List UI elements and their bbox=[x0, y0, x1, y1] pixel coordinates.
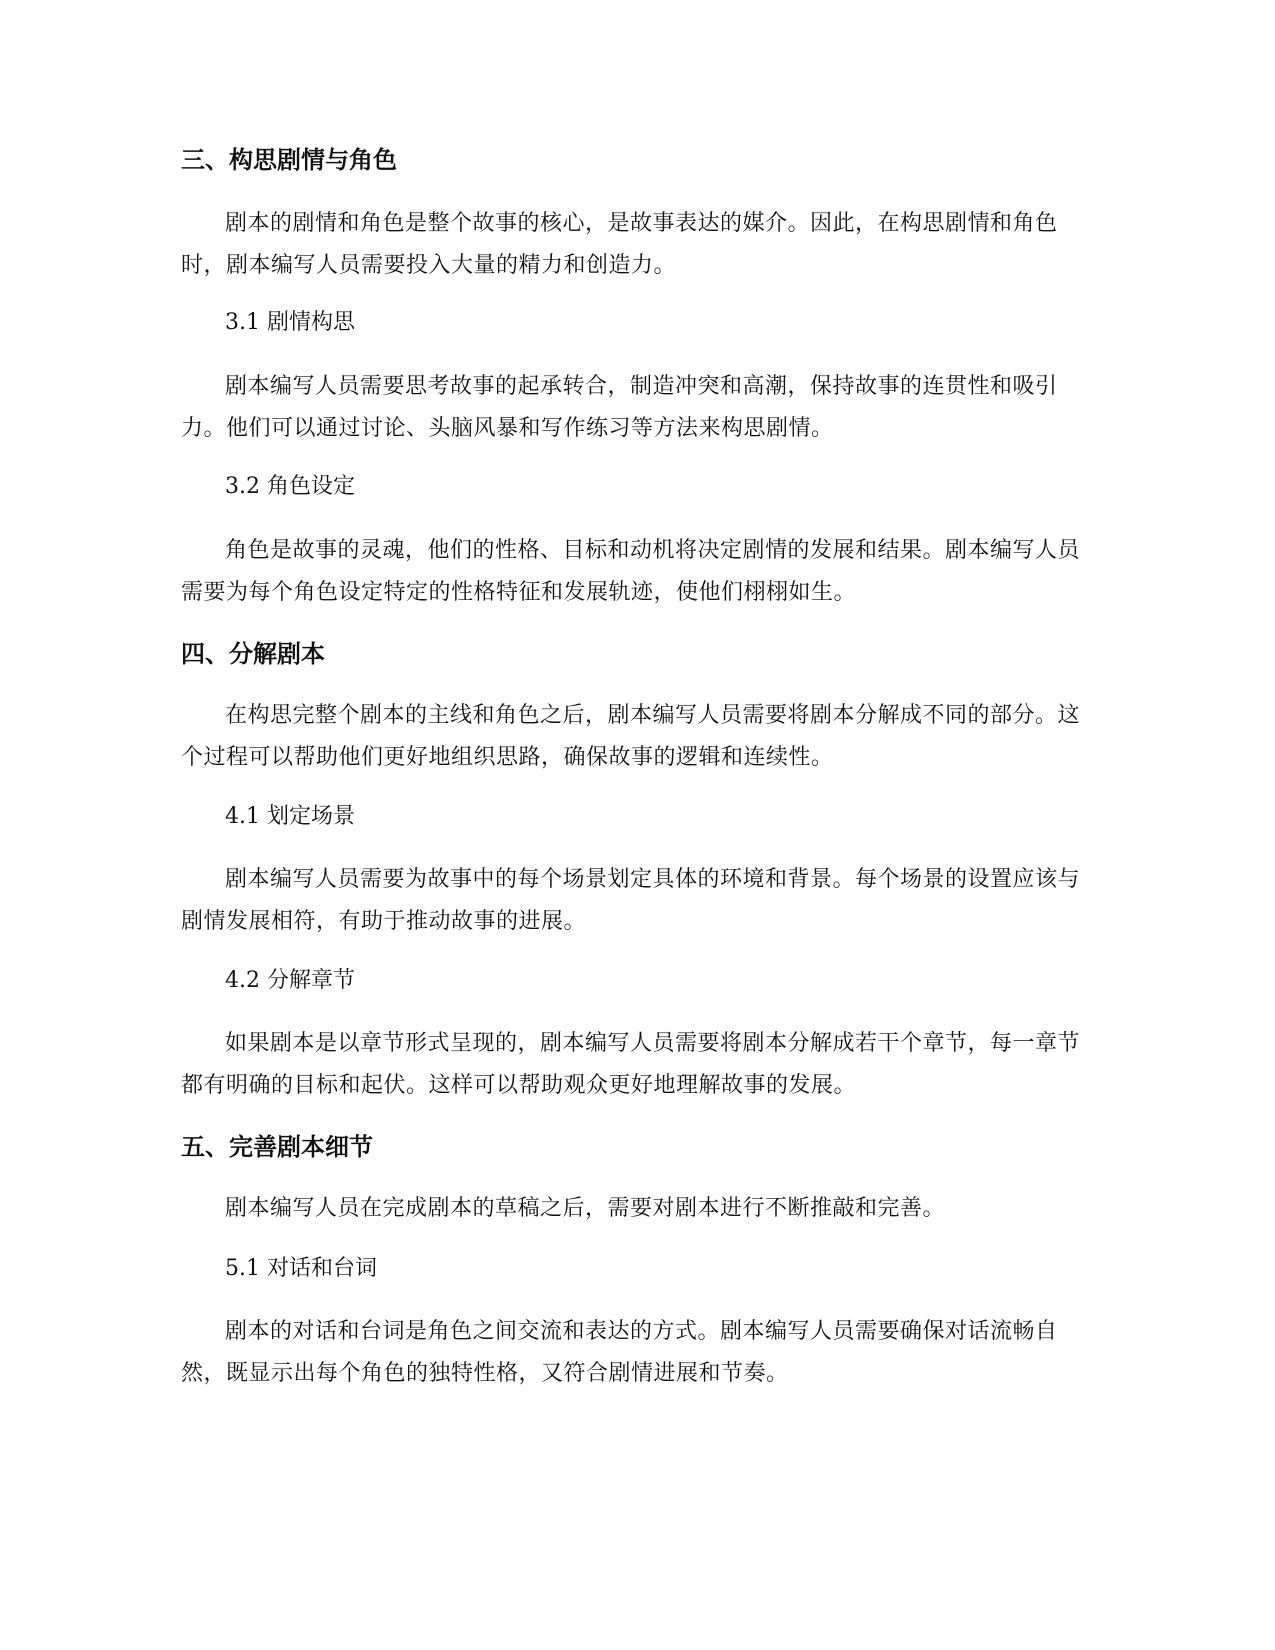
section-heading: 四、分解剧本 bbox=[181, 640, 325, 668]
subsection-title: 5.1 对话和台词 bbox=[225, 1256, 377, 1281]
section-intro-paragraph: 剧本的剧情和角色是整个故事的核心，是故事表达的媒介。因此，在构思剧情和角色时，剧本编写人员需要投入大量的精力和创造力。 bbox=[181, 211, 1058, 278]
subsection-paragraph: 如果剧本是以章节形式呈现的，剧本编写人员需要将剧本分解成若干个章节，每一章节都有明确的目标和起伏。这样可以帮助观众更好地理解故事的发展。 bbox=[181, 1031, 1081, 1098]
subsection-paragraph: 角色是故事的灵魂，他们的性格、目标和动机将决定剧情的发展和结果。剧本编写人员需要为每个角色设定特定的性格特征和发展轨迹，使他们栩栩如生。 bbox=[181, 538, 1081, 605]
subsection-paragraph: 剧本编写人员需要为故事中的每个场景划定具体的环境和背景。每个场景的设置应该与剧情发展相符，有助于推动故事的进展。 bbox=[181, 867, 1081, 934]
section-intro-paragraph: 剧本编写人员在完成剧本的草稿之后，需要对剧本进行不断推敲和完善。 bbox=[225, 1196, 946, 1221]
subsection-title: 3.1 剧情构思 bbox=[225, 310, 355, 335]
subsection-title: 4.2 分解章节 bbox=[225, 968, 355, 993]
subsection-title: 3.2 角色设定 bbox=[225, 474, 355, 499]
subsection-paragraph: 剧本编写人员需要思考故事的起承转合，制造冲突和高潮，保持故事的连贯性和吸引力。他们可以通过讨论、头脑风暴和写作练习等方法来构思剧情。 bbox=[181, 374, 1058, 441]
section-heading: 五、完善剧本细节 bbox=[181, 1133, 373, 1161]
subsection-title: 4.1 划定场景 bbox=[225, 804, 355, 829]
section-heading: 三、构思剧情与角色 bbox=[181, 146, 397, 174]
section-intro-paragraph: 在构思完整个剧本的主线和角色之后，剧本编写人员需要将剧本分解成不同的部分。这个过程可以帮助他们更好地组织思路，确保故事的逻辑和连续性。 bbox=[181, 703, 1081, 770]
subsection-paragraph: 剧本的对话和台词是角色之间交流和表达的方式。剧本编写人员需要确保对话流畅自然，既显示出每个角色的独特性格，又符合剧情进展和节奏。 bbox=[181, 1319, 1058, 1386]
